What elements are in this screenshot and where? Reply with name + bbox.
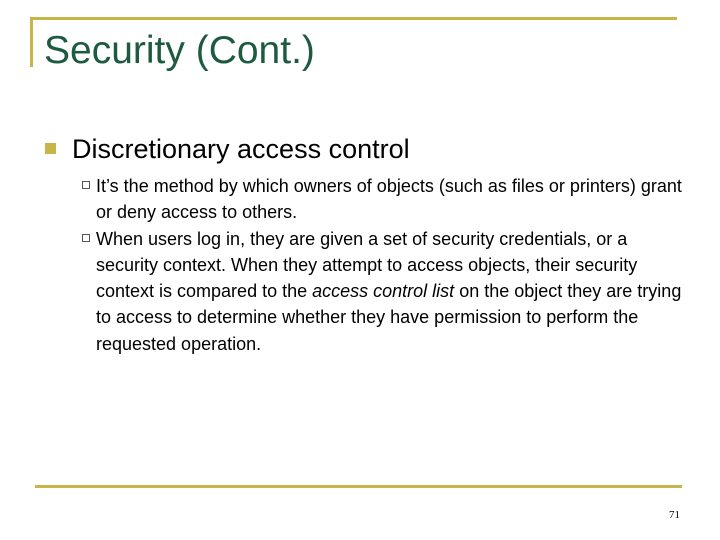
sub-bullet-text-part: When users log in, they are given a set of security credentials, or a security context. When they attempt to access objects, their security context is compared to the [96,228,638,302]
slide-title: Security (Cont.) [44,29,315,72]
emphasized-term: access control list [312,281,455,302]
footer-rule [35,485,682,488]
title-left-rule [30,17,33,67]
square-bullet-icon [45,143,56,154]
sub-bullet-text-part: on the object they are trying to access to determine whether they have permission to perform the requested operation. [96,281,682,354]
hollow-square-bullet-icon [82,234,90,242]
hollow-square-bullet-icon [82,181,90,189]
sub-bullet-item [82,173,682,226]
page-number: 71 [669,509,680,521]
sub-bullet-text: It’s the method by which owners of objects (such as files or printers) grant or deny access to others. [96,176,682,223]
sub-bullet-list [82,173,682,357]
title-top-rule [30,17,677,20]
sub-bullet-text [96,226,682,357]
sub-bullet-item [82,226,682,357]
bullet-heading: Discretionary access control [72,134,410,164]
